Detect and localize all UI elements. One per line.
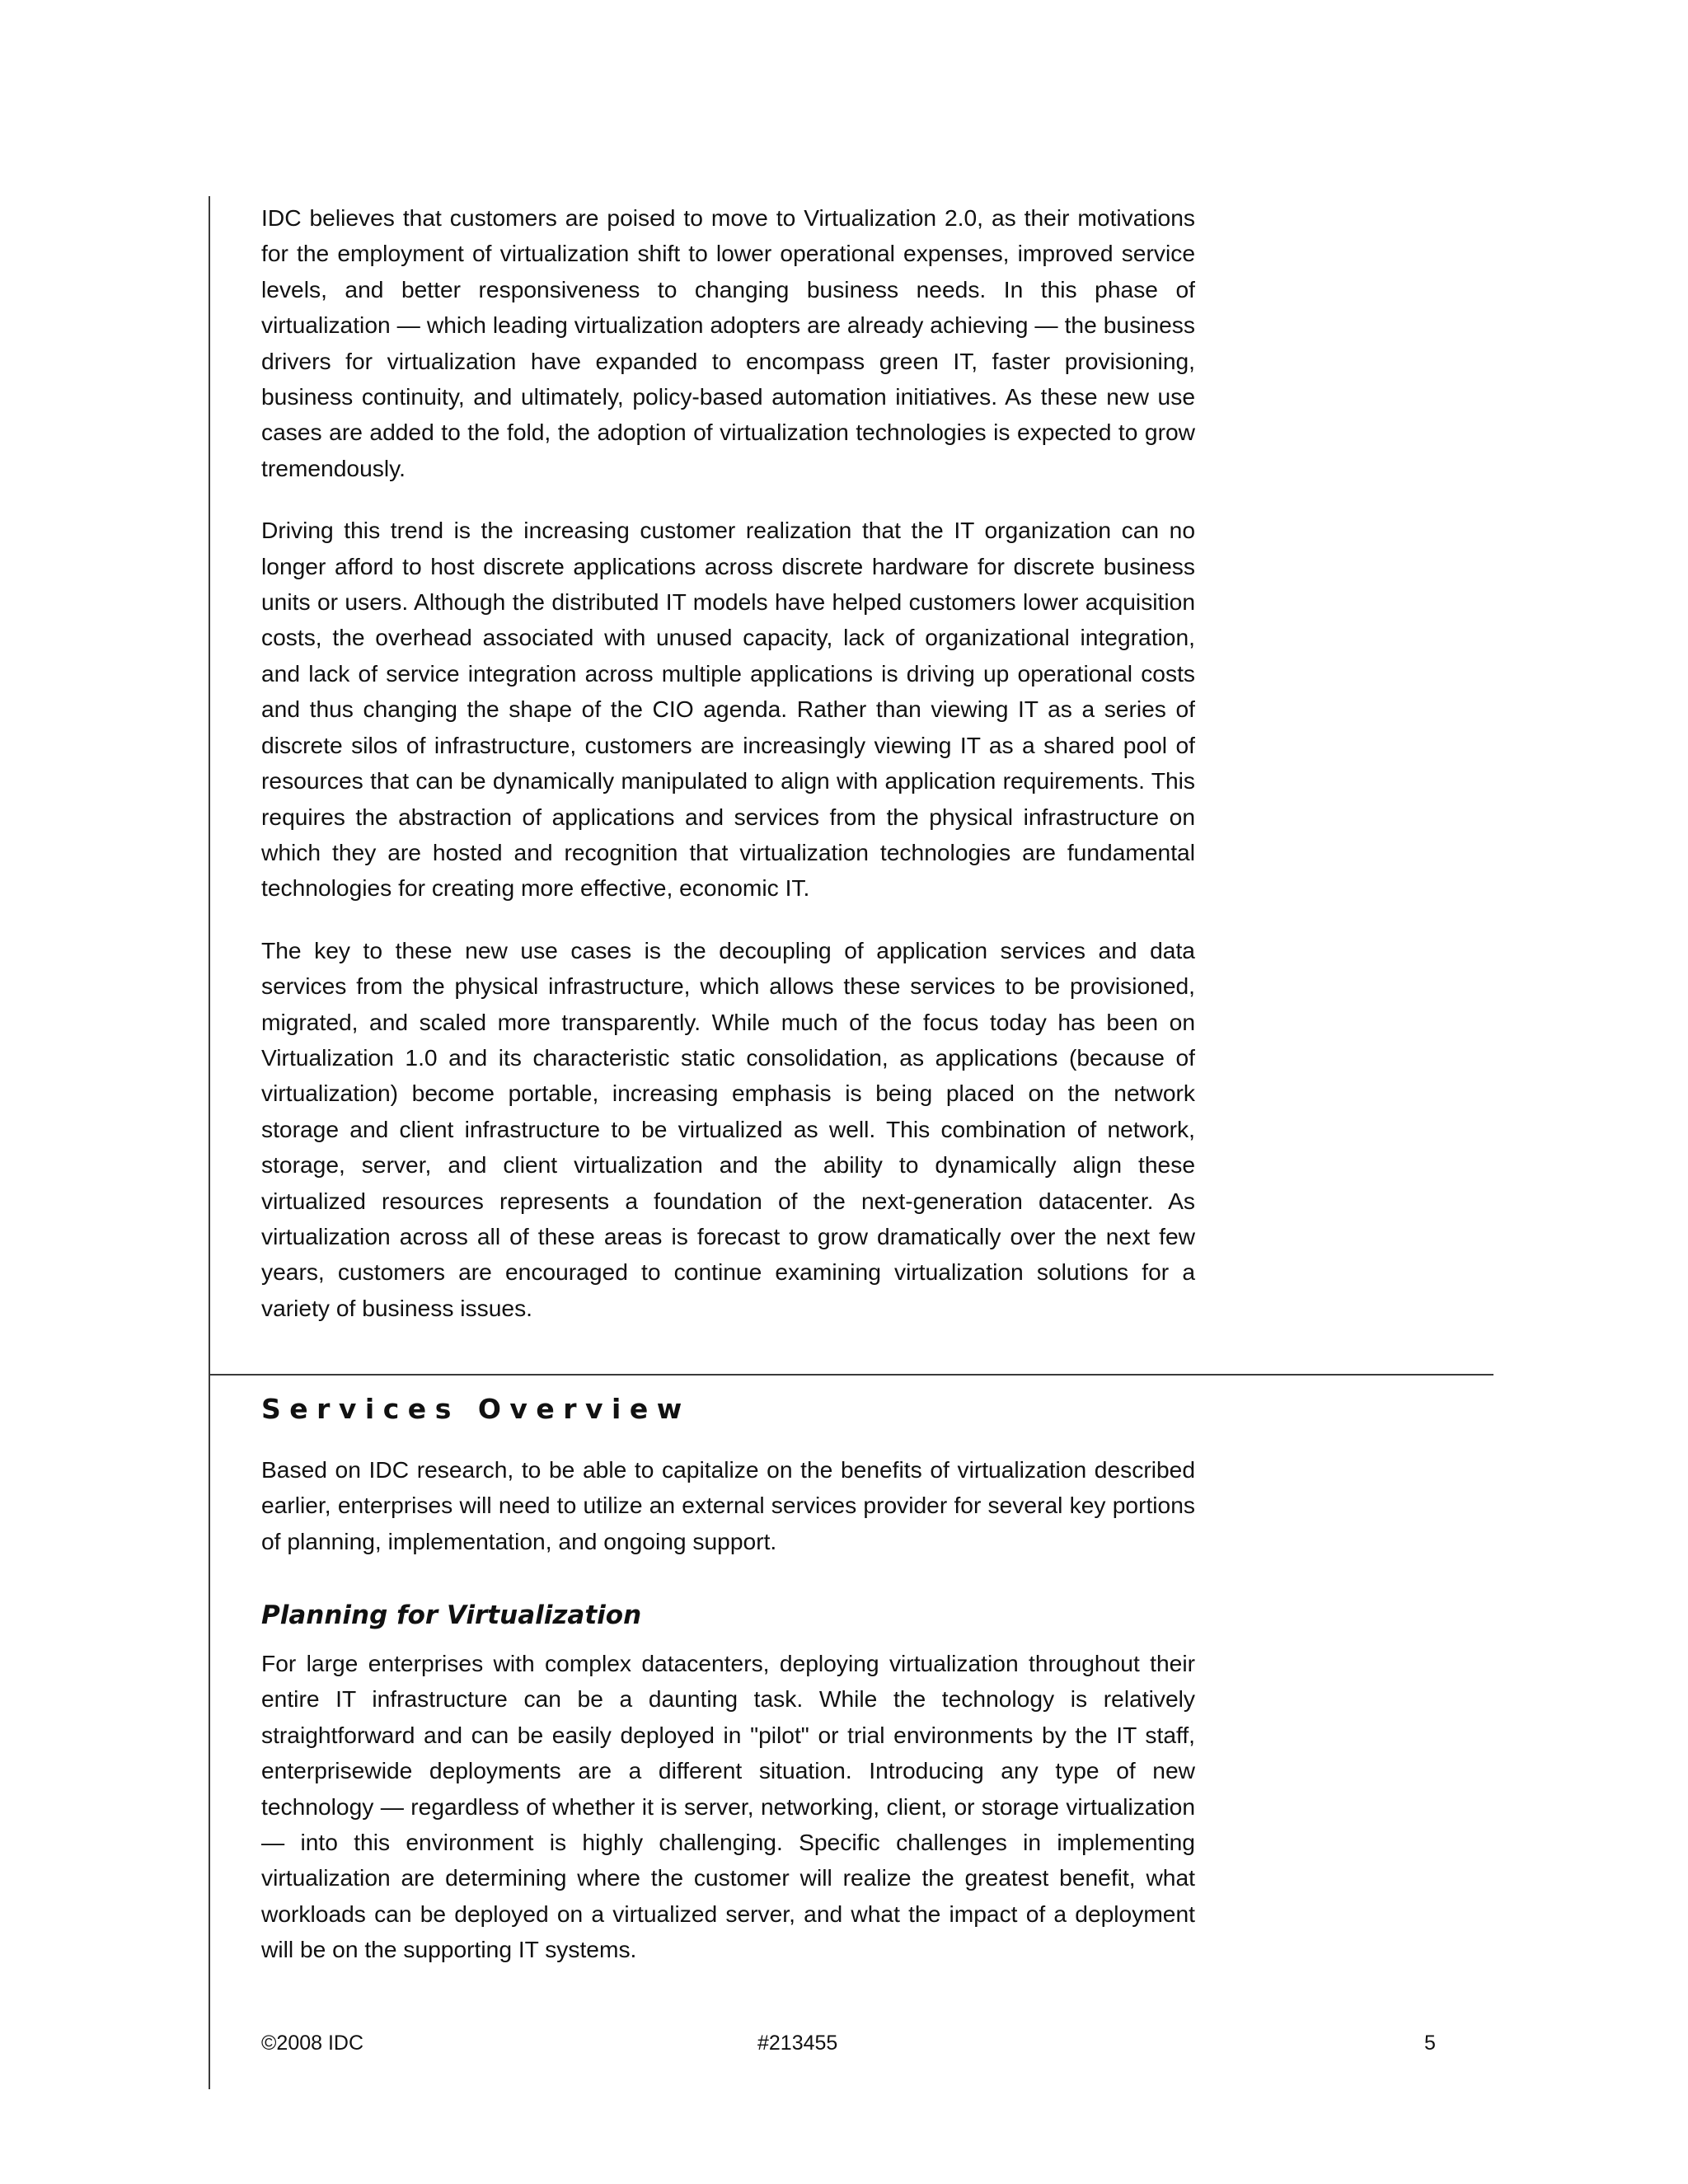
- services-overview-body: [261, 1452, 1195, 1559]
- planning-body: [261, 1646, 1195, 1968]
- footer-page-number: 5: [1424, 2032, 1436, 2055]
- paragraph-virtualization-2: IDC believes that customers are poised to move to Virtualization 2.0, as their motivations for the employment of virtualization shift to lower operational expenses, improved service levels, and better responsiveness to changing business needs. In this phase of virtualization — which leading virtualization adopters are already achieving — the business drivers for virtualization have expanded to encompass green IT, faster provisioning, business continuity, and ultimately, policy-based automation initiatives. As these new use cases are added to the fold, the adoption of virtualization technologies is expected to grow tremendously.: [261, 204, 1195, 481]
- footer-copyright: ©2008 IDC: [261, 2032, 364, 2055]
- section-divider: [209, 1374, 1493, 1376]
- footer-doc-number: #213455: [757, 2032, 838, 2055]
- body-text: [261, 200, 1195, 1326]
- paragraph-services-intro: Based on IDC research, to be able to capitalize on the benefits of virtualization described earlier, enterprises will need to utilize an external services provider for several key portions of planning, implementation, and ongoing support.: [261, 1456, 1195, 1554]
- paragraph-planning: For large enterprises with complex datacenters, deploying virtualization throughout their entire IT infrastructure can be a daunting task. While the technology is relatively straightforward and can be easily deployed in "pilot" or trial environments by the IT staff, enterprisewide deployments are a different situation. Introducing any type of new technology — regardless of whether it is server, networking, client, or storage virtualization — into this environment is highly challenging. Specific challenges in implementing virtualization are determining where the customer will realize the greatest benefit, what workloads can be deployed on a virtualized server, and what the impact of a deployment will be on the supporting IT systems.: [261, 1650, 1195, 1963]
- section-title-services-overview: Services Overview: [261, 1393, 691, 1425]
- left-margin-rule: [209, 196, 210, 2089]
- subheading-planning: Planning for Virtualization: [261, 1601, 642, 1630]
- paragraph-driving-trend: Driving this trend is the increasing customer realization that the IT organization can no longer afford to host discrete applications across discrete hardware for discrete business units or users. Although the distributed IT models have helped customers lower acquisition costs, the overhead associated with unused capacity, lack of organizational integration, and lack of service integration across multiple applications is driving up operational costs and thus changing the shape of the CIO agenda. Rather than viewing IT as a series of discrete silos of infrastructure, customers are increasingly viewing IT as a shared pool of resources that can be dynamically manipulated to align with application requirements. This requires the abstraction of applications and services from the physical infrastructure on which they are hosted and recognition that virtualization technologies are fundamental technologies for creating more effective, economic IT.: [261, 517, 1195, 902]
- paragraph-key-use-cases: The key to these new use cases is the decoupling of application services and data services from the physical infrastructure, which allows these services to be provisioned, migrated, and scaled more transparently. While much of the focus today has been on Virtualization 1.0 and its characteristic static consolidation, as applications (because of virtualization) become portable, increasing emphasis is being placed on the network storage and client infrastructure to be virtualized as well. This combination of network, storage, server, and client virtualization and the ability to dynamically align these virtualized resources represents a foundation of the next-generation datacenter. As virtualization across all of these areas is forecast to grow dramatically over the next few years, customers are encouraged to continue examining virtualization solutions for a variety of business issues.: [261, 936, 1195, 1321]
